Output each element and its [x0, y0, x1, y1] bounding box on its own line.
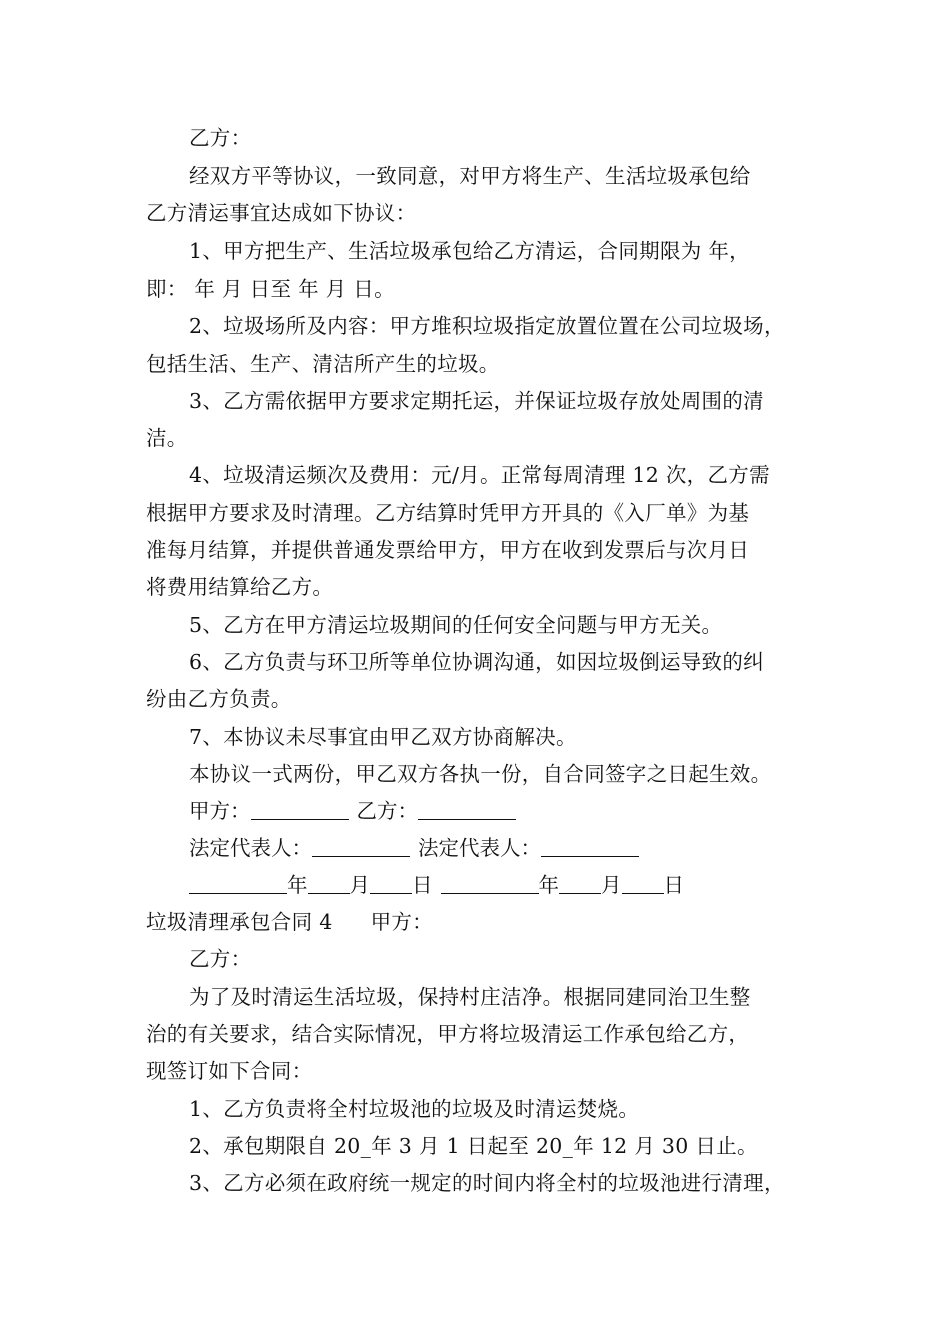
contract-4-party-b: 乙方：: [189, 947, 252, 971]
signature-parties-line: [189, 798, 516, 824]
contract-intro-line-cont: 乙方清运事宜达成如下协议：: [146, 201, 417, 225]
clause-3: 3、乙方需依据甲方要求定期托运，并保证垃圾存放处周围的清: [189, 389, 764, 413]
rep-a-signature-blank[interactable]: [312, 836, 410, 857]
clause-1: 1、甲方把生产、生活垃圾承包给乙方清运，合同期限为 年，: [189, 239, 750, 263]
party-a-label: 甲方：: [189, 799, 251, 823]
rep-b-signature-blank[interactable]: [541, 836, 639, 857]
signature-representatives-line: [189, 835, 639, 861]
contract-4-intro-cont-2: 现签订如下合同：: [146, 1059, 313, 1083]
date-a-day-blank[interactable]: [370, 873, 412, 894]
clause-7: 7、本协议未尽事宜由甲乙双方协商解决。: [189, 725, 577, 749]
contract-party-b-line: 乙方：: [189, 126, 252, 150]
day-label: 日: [412, 873, 433, 897]
clause-3-cont: 洁。: [146, 426, 188, 450]
contract-4-party-a: 甲方：: [370, 910, 433, 934]
clause-4: 4、垃圾清运频次及费用：元/月。正常每周清理 12 次，乙方需: [189, 463, 770, 487]
clause-1-cont: 即： 年 月 日至 年 月 日。: [146, 277, 395, 301]
contract-4-clause-3: 3、乙方必须在政府统一规定的时间内将全村的垃圾池进行清理，: [189, 1171, 785, 1195]
month-label: 月: [349, 873, 370, 897]
year-label: 年: [538, 873, 559, 897]
clause-2-cont: 包括生活、生产、清洁所产生的垃圾。: [146, 352, 500, 376]
signature-dates-line: [189, 872, 684, 898]
month-label: 月: [601, 873, 622, 897]
clause-5: 5、乙方在甲方清运垃圾期间的任何安全问题与甲方无关。: [189, 613, 723, 637]
party-a-signature-blank[interactable]: [251, 799, 349, 820]
contract-4-clause-1: 1、乙方负责将全村垃圾池的垃圾及时清运焚烧。: [189, 1097, 640, 1121]
contract-4-intro: 为了及时清运生活垃圾，保持村庄洁净。根据同建同治卫生整: [189, 985, 751, 1009]
effective-clause: 本协议一式两份，甲乙双方各执一份，自合同签字之日起生效。: [189, 762, 772, 786]
date-b-day-blank[interactable]: [622, 873, 664, 894]
clause-4-cont-1: 根据甲方要求及时清理。乙方结算时凭甲方开具的《入厂单》为基: [146, 501, 750, 525]
contract-intro-line: 经双方平等协议，一致同意，对甲方将生产、生活垃圾承包给: [189, 164, 751, 188]
rep-b-label: 法定代表人：: [418, 836, 541, 860]
day-label: 日: [663, 873, 684, 897]
rep-a-label: 法定代表人：: [189, 836, 312, 860]
contract-4-title: 垃圾清理承包合同 4: [146, 910, 333, 934]
year-label: 年: [287, 873, 308, 897]
party-b-label: 乙方：: [356, 799, 418, 823]
clause-6: 6、乙方负责与环卫所等单位协调沟通，如因垃圾倒运导致的纠: [189, 650, 764, 674]
date-b-month-blank[interactable]: [559, 873, 601, 894]
clause-4-cont-3: 将费用结算给乙方。: [146, 575, 334, 599]
contract-4-heading-line: [146, 909, 433, 935]
clause-6-cont: 纷由乙方负责。: [146, 687, 292, 711]
party-b-signature-blank[interactable]: [418, 799, 516, 820]
date-b-year-blank[interactable]: [441, 873, 539, 894]
contract-4-clause-2: 2、承包期限自 20_年 3 月 1 日起至 20_年 12 月 30 日止。: [189, 1134, 758, 1158]
clause-2: 2、垃圾场所及内容：甲方堆积垃圾指定放置位置在公司垃圾场，: [189, 314, 785, 338]
date-a-year-blank[interactable]: [189, 873, 287, 894]
contract-4-intro-cont-1: 治的有关要求，结合实际情况，甲方将垃圾清运工作承包给乙方，: [146, 1022, 750, 1046]
date-a-month-blank[interactable]: [308, 873, 350, 894]
clause-4-cont-2: 准每月结算，并提供普通发票给甲方，甲方在收到发票后与次月日: [146, 538, 750, 562]
